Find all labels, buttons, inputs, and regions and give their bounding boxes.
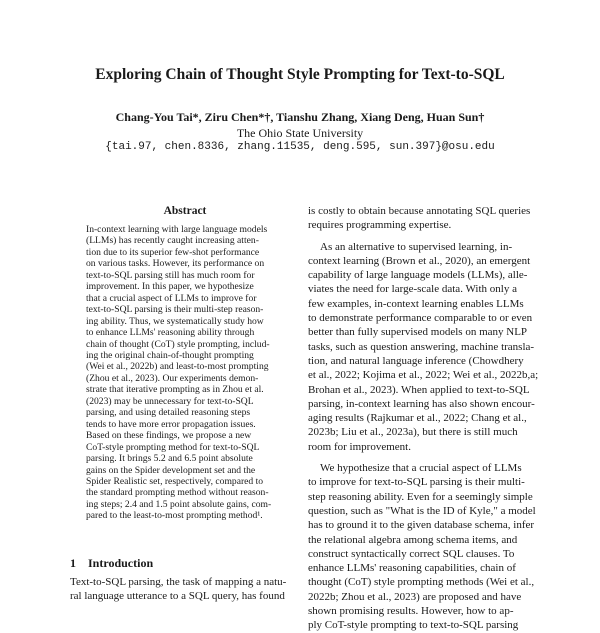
text-line: (2023) may be unnecessary for text-to-SQL — [86, 395, 254, 407]
abstract-heading: Abstract — [163, 205, 207, 217]
text-line: gains on the Spider development set and the — [86, 464, 256, 476]
text-line: enhance LLMs' reasoning capabilities, chain of — [308, 562, 516, 575]
text-line: shown promising results. However, how to ap- — [308, 605, 514, 618]
text-line: ing steps; 2.4 and 1.5 point absolute gains, com- — [86, 498, 272, 510]
text-line: to enhance LLMs' reasoning ability through — [86, 327, 255, 339]
text-line: As an alternative to supervised learning, in- — [320, 240, 513, 253]
paragraph-1 — [308, 204, 538, 233]
text-line: improvement. In this paper, we hypothesize — [86, 281, 254, 293]
author-list: Chang-You Tai*, Ziru Chen*†, Tianshu Zhang, Xiang Deng, Huan Sun† — [115, 110, 485, 124]
text-line: strate that iterative prompting as in Zhou et al. — [86, 384, 264, 396]
text-line: tion, and natural language inference (Chowdhery — [308, 354, 524, 367]
section-heading-introduction — [70, 556, 153, 571]
text-line: 2023b; Liu et al., 2023a), but there is still much — [308, 426, 518, 439]
paper-title: Exploring Chain of Thought Style Prompting for Text-to-SQL — [95, 66, 505, 83]
text-line: We hypothesize that a crucial aspect of LLMs — [320, 462, 522, 475]
text-line: parsing, in-context learning has also shown encour- — [308, 397, 535, 410]
text-line: text-to-SQL parsing is their multi-step reason- — [86, 304, 264, 316]
text-line: on various tasks. However, its performance on — [86, 258, 265, 270]
text-line: (LLMs) has recently caught increasing atten- — [86, 235, 259, 247]
text-line: ing ability. Thus, we systematically study how — [86, 315, 264, 327]
text-line: tion due to its superior few-shot performance — [86, 246, 260, 258]
text-line: 2022b; Zhou et al., 2023) are proposed and have — [308, 590, 522, 603]
text-line: (Zhou et al., 2023). Our experiments demon- — [86, 372, 259, 384]
text-line: Brohan et al., 2023). When applied to text-to-SQL — [308, 383, 530, 396]
affiliation: The Ohio State University — [236, 126, 364, 140]
text-line: viates the need for large-scale data. With only a — [308, 283, 517, 296]
author-emails: {tai.97, chen.8336, zhang.11535, deng.595, sun.397}@osu.edu — [105, 141, 495, 153]
text-line: the standard prompting method without reason- — [86, 487, 269, 499]
text-line: the relational algebra among schema items, and — [308, 533, 518, 546]
text-line: ral language utterance to a SQL query, has found — [70, 590, 285, 603]
text-line: capability of large language models (LLMs), alle- — [308, 269, 528, 282]
right-column-body — [308, 204, 538, 633]
text-line: tends to have more error propagation issues. — [86, 418, 256, 430]
text-line: requires programming expertise. — [308, 219, 452, 232]
text-line: et al., 2022; Kojima et al., 2022; Wei et al., 2022b,a; — [308, 369, 538, 382]
section-number: 1 — [70, 556, 76, 570]
text-line: step reasoning ability. Even for a seemingly simple — [308, 490, 533, 503]
abstract-body — [86, 224, 284, 522]
text-line: chain of thought (CoT) style prompting, includ- — [86, 338, 270, 350]
paragraph-3 — [308, 461, 538, 633]
text-line: to improve for text-to-SQL parsing is their multi- — [308, 476, 525, 489]
section-title: Introduction — [88, 556, 154, 570]
text-line: is costly to obtain because annotating SQL queries — [308, 205, 531, 217]
text-line: parsing. It brings 5.2 and 6.5 point absolute — [86, 453, 253, 465]
text-line: text-to-SQL parsing still has much room for — [86, 269, 255, 281]
introduction-body — [70, 575, 298, 604]
text-line: that a crucial aspect of LLMs to improve for — [86, 292, 257, 304]
text-line: construct syntactically correct SQL clauses. To — [308, 547, 515, 560]
text-line: Spider Realistic set, respectively, compared to — [86, 475, 264, 487]
text-line: thought (CoT) style prompting methods (Wei et al., — [308, 576, 535, 589]
text-line: aging results (Rajkumar et al., 2022; Chang et al., — [308, 412, 527, 425]
text-line: better than fully supervised models on many NLP — [308, 326, 528, 339]
text-line: context learning (Brown et al., 2020), an emergent — [308, 254, 531, 267]
text-line: ply CoT-style prompting to text-to-SQL parsing — [308, 619, 519, 632]
text-line: ing the original chain-of-thought prompting — [86, 349, 254, 361]
text-line: (Wei et al., 2022b) and least-to-most prompting — [86, 361, 269, 373]
text-line: room for improvement. — [308, 440, 411, 453]
text-line: tasks, such as question answering, machine transla- — [308, 340, 535, 353]
text-line: few examples, in-context learning enables LLMs — [308, 297, 524, 310]
text-line: question, such as "What is the ID of Kyle," a model — [308, 504, 536, 517]
text-line: parsing, and using detailed reasoning steps — [86, 407, 251, 419]
text-line: to demonstrate performance comparable to or even — [308, 312, 533, 325]
text-line: Text-to-SQL parsing, the task of mapping a natu- — [70, 576, 287, 588]
text-line: In-context learning with large language models — [86, 224, 268, 235]
paragraph-2 — [308, 240, 538, 454]
text-line: has to ground it to the given database schema, infer — [308, 519, 535, 532]
text-line: Based on these findings, we propose a new — [86, 430, 252, 442]
text-line: CoT-style prompting method for text-to-SQL — [86, 441, 260, 453]
text-line: pared to the least-to-most prompting method¹. — [86, 510, 263, 522]
